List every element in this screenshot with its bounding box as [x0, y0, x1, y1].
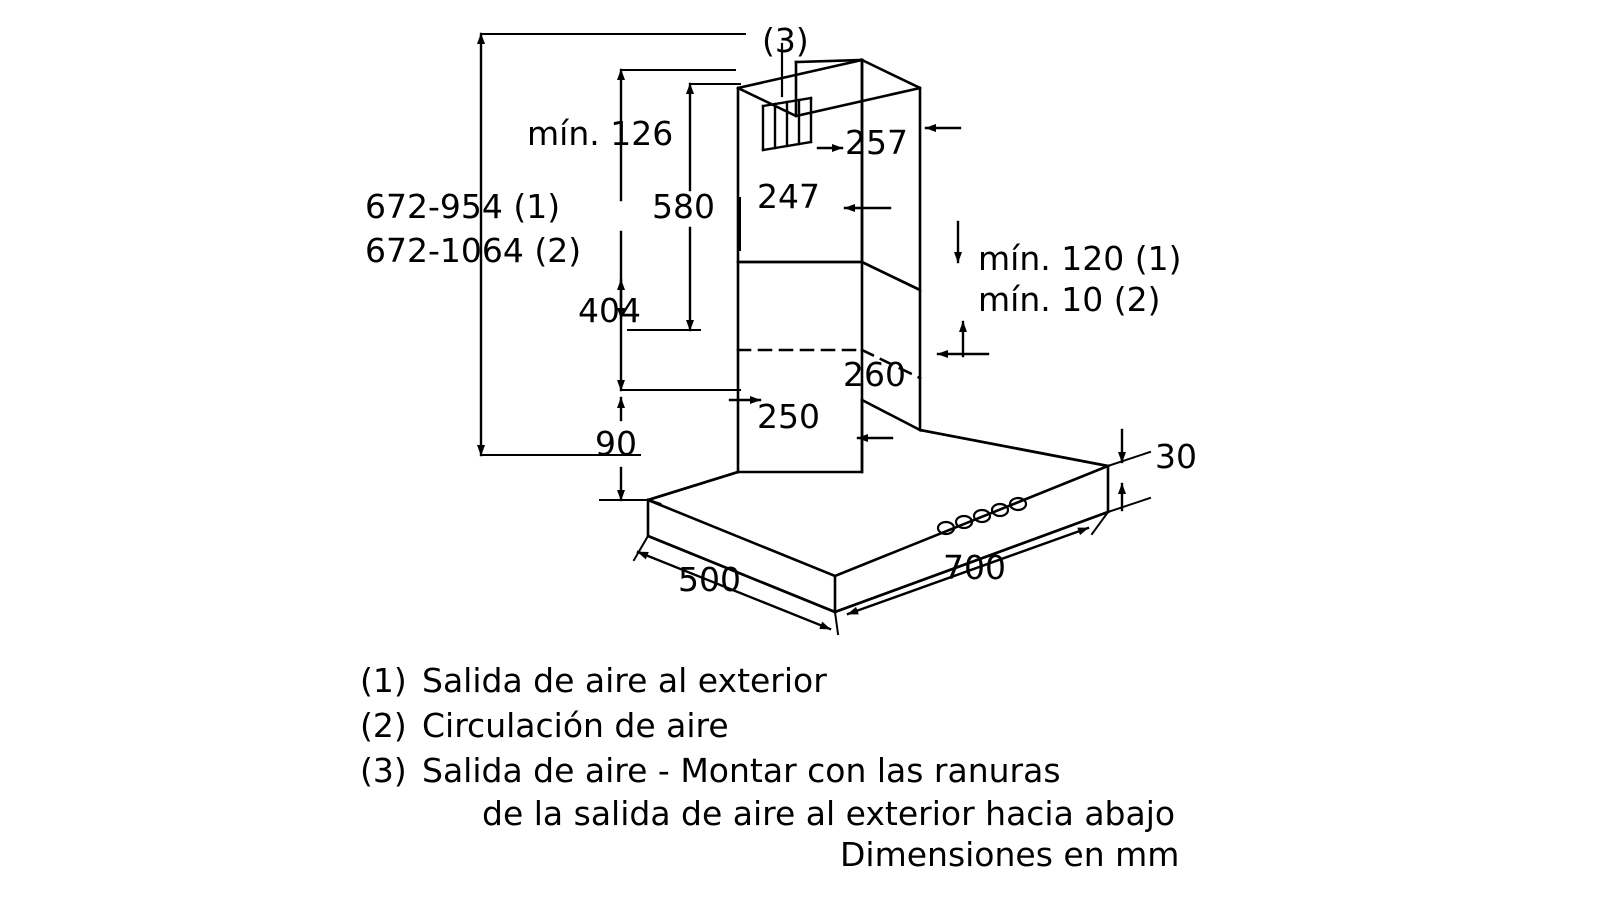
dim-label-247: 247	[757, 177, 820, 216]
legend-text-1: Salida de aire al exterior	[422, 661, 827, 700]
dim-label-260: 260	[843, 355, 906, 394]
units-note: Dimensiones en mm	[840, 835, 1180, 874]
legend-text-3	[422, 750, 1560, 834]
dim-label-90: 90	[595, 424, 637, 463]
canopy-right-top-edge	[920, 430, 1108, 466]
chimney-upper-front	[738, 60, 862, 262]
legend-marker-1: (1)	[360, 661, 407, 700]
canopy-rim-left	[648, 536, 835, 612]
dim-label-30: 30	[1155, 437, 1197, 476]
air-outlet-slots	[763, 98, 811, 150]
chimney-lower-side	[862, 262, 920, 430]
dim-label-404: 404	[578, 291, 641, 330]
dim-label-range-1: 672-954 (1)	[365, 187, 561, 226]
legend	[360, 660, 1560, 838]
ext-500-right	[835, 612, 838, 634]
dim-label-250: 250	[757, 397, 820, 436]
legend-text-2: Circulación de aire	[422, 706, 729, 746]
legend-item-1	[360, 660, 1560, 702]
dim-label-range-2: 672-1064 (2)	[365, 231, 582, 270]
legend-item-2	[360, 705, 1560, 747]
legend-item-3	[360, 750, 1560, 834]
dim-label-700: 700	[943, 548, 1006, 587]
callout-3-label: (3)	[762, 21, 809, 60]
legend-text-3-line2: de la salida de aire al exterior hacia abajo	[482, 793, 1176, 833]
canopy-left-top-edge	[648, 472, 738, 500]
dim-label-min-126: mín. 126	[527, 114, 674, 153]
dim-label-580: 580	[652, 187, 715, 226]
dim-label-min-10: mín. 10 (2)	[978, 280, 1161, 319]
ext-30-bottom	[1108, 498, 1150, 512]
dim-label-500: 500	[678, 560, 741, 599]
legend-marker-2: (2)	[360, 706, 407, 746]
chimney-upper-top	[738, 88, 920, 116]
legend-text-3-line1: Salida de aire - Montar con las ranuras	[422, 751, 1061, 791]
dim-label-min-120: mín. 120 (1)	[978, 239, 1182, 278]
dim-label-257: 257	[845, 123, 908, 162]
legend-marker-3: (3)	[360, 751, 407, 791]
ext-30-top	[1108, 452, 1150, 466]
